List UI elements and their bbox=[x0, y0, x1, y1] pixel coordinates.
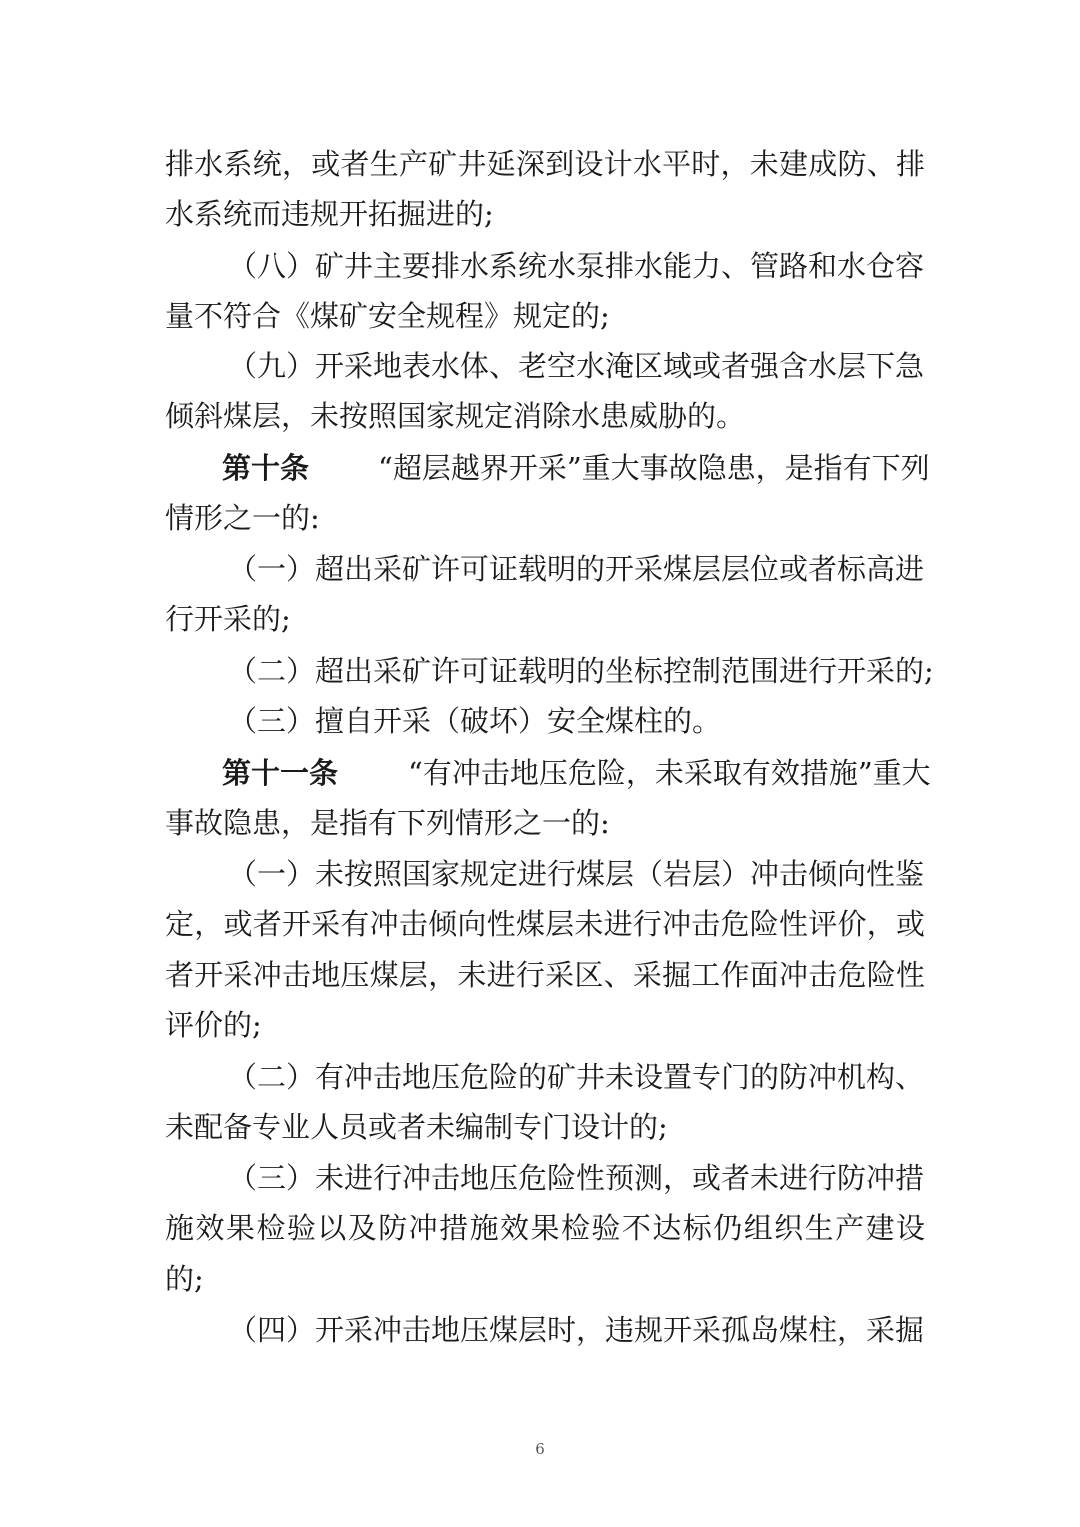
text-line: 施效果检验以及防冲措施效果检验不达标仍组织生产建设 bbox=[165, 1211, 925, 1245]
item-9-line: （九）开采地表水体、老空水淹区域或者强含水层下急 bbox=[228, 349, 925, 383]
text-line: 事故隐患，是指有下列情形之一的: bbox=[165, 806, 610, 840]
article-10-item-3: （三）擅自开采（破坏）安全煤柱的。 bbox=[228, 704, 722, 738]
text-line: 情形之一的: bbox=[165, 501, 320, 535]
text-line: 排水系统，或者生产矿井延深到设计水平时，未建成防、排 bbox=[165, 147, 925, 181]
text-line: 倾斜煤层，未按照国家规定消除水患威胁的。 bbox=[165, 399, 746, 433]
text-line: 行开采的; bbox=[165, 602, 291, 636]
article-11-item-3: （三）未进行冲击地压危险性预测，或者未进行防冲措 bbox=[228, 1161, 925, 1195]
article-10-text: “超层越界开采”重大事故隐患，是指有下列 bbox=[378, 451, 930, 485]
text-line: 评价的; bbox=[165, 1008, 262, 1042]
text-line: 水系统而违规开拓掘进的; bbox=[165, 197, 494, 231]
text-line: 定，或者开采有冲击倾向性煤层未进行冲击危险性评价，或 bbox=[165, 907, 925, 941]
article-11-text: “有冲击地压危险，未采取有效措施”重大 bbox=[408, 756, 931, 790]
article-11-item-2: （二）有冲击地压危险的矿井未设置专门的防冲机构、 bbox=[228, 1060, 925, 1094]
text-line: 的; bbox=[165, 1262, 204, 1296]
article-10-item-1: （一）超出采矿许可证载明的开采煤层层位或者标高进 bbox=[228, 552, 925, 586]
article-11-heading: 第十一条 bbox=[222, 756, 339, 790]
article-11-item-4: （四）开采冲击地压煤层时，违规开采孤岛煤柱，采掘 bbox=[228, 1313, 925, 1347]
text-line: 者开采冲击地压煤层，未进行采区、采掘工作面冲击危险性 bbox=[165, 958, 925, 992]
article-11-item-1: （一）未按照国家规定进行煤层（岩层）冲击倾向性鉴 bbox=[228, 857, 925, 891]
page-number: 6 bbox=[535, 1440, 545, 1458]
article-10-heading: 第十条 bbox=[222, 451, 310, 485]
text-line: 未配备专业人员或者未编制专门设计的; bbox=[165, 1110, 668, 1144]
text-line: 量不符合《煤矿安全规程》规定的; bbox=[165, 299, 610, 333]
item-8-line: （八）矿井主要排水系统水泵排水能力、管路和水仓容 bbox=[228, 249, 925, 283]
article-10-item-2: （二）超出采矿许可证载明的坐标控制范围进行开采的; bbox=[228, 654, 934, 688]
